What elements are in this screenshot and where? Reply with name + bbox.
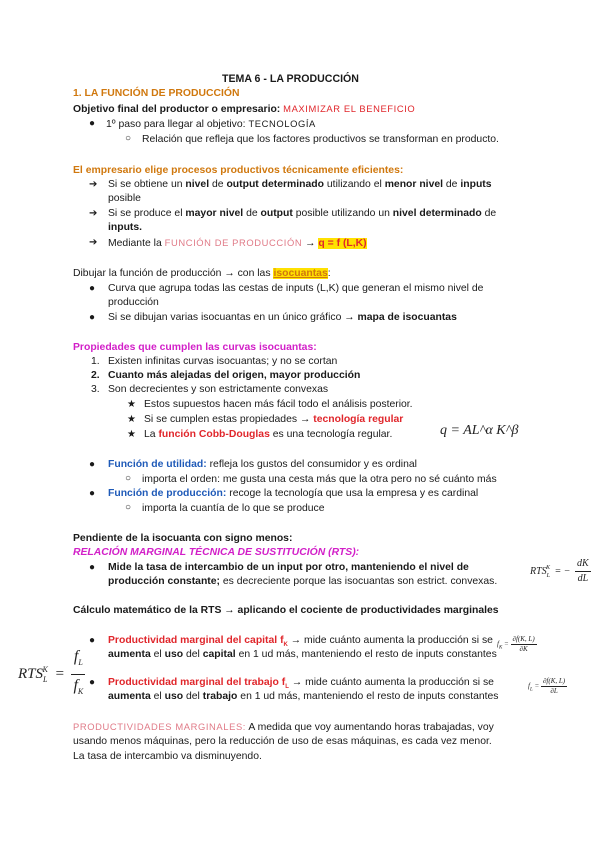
isoquant-map-line [108, 311, 457, 325]
text-b3: de [246, 208, 258, 219]
mp-labor-text: Productividad marginal del trabajo f [108, 677, 286, 688]
rts-definition: Mide la tasa de intercambio de un input por otro, manteniendo el nivel de [108, 562, 469, 573]
efficient-item-2 [108, 207, 496, 221]
l-rest: en 1 ud más, manteniendo el resto de inputs constantes [240, 691, 499, 702]
mp-labor-label [108, 677, 289, 691]
star-item-3-a: La [144, 429, 156, 440]
isoquant-map-bold: mapa de isocuantas [357, 312, 457, 323]
text-b6: nivel determinado [392, 208, 482, 219]
marginal-label: PRODUCTIVIDADES MARGINALES: [73, 721, 246, 732]
isoquants-prefix: Dibujar la función de producción → con las [73, 268, 271, 279]
k-capital: capital [202, 649, 236, 660]
text-b7: de [484, 208, 497, 219]
properties-heading: Propiedades que cumplen las curvas isocuantas: [73, 342, 317, 353]
bullet-dot-icon: ● [89, 488, 96, 499]
production-function-line [108, 487, 478, 501]
bullet-first-step [106, 117, 316, 132]
isoquants-word: isocuantas [273, 268, 328, 279]
first-step-prefix: 1º paso para llegar al objetivo: [106, 119, 246, 130]
mp-capital-sub: K [283, 642, 288, 649]
mp-labor-formula: $f_L$ = $\frac{\partial f(K, L)}{\partial L}$ [528, 677, 566, 695]
bullet-dot-icon: ● [89, 635, 96, 646]
utility-function-line [108, 458, 417, 472]
bullet-dot-icon: ● [89, 283, 96, 294]
text-a3: de [212, 179, 224, 190]
efficient-item-2-cont: inputs. [108, 222, 143, 233]
mp-capital-num: ∂f(K, L) [512, 635, 535, 643]
text-a6: menor nivel [384, 179, 444, 190]
bullet-dot-icon: ● [89, 459, 96, 470]
marginal-line-1 [73, 720, 494, 735]
l-del: del [185, 691, 200, 702]
objective-value: MAXIMIZAR EL BENEFICIO [283, 103, 416, 114]
l-uso: uso [164, 691, 184, 702]
marginal-line-3: La tasa de intercambio va disminuyendo. [73, 751, 262, 762]
k-el: el [153, 649, 162, 660]
star-item-1: Estos supuestos hacen más fácil todo el análisis posterior. [144, 399, 413, 410]
text-a4: output determinado [226, 179, 325, 190]
mp-capital-formula: $f_K$ = $\frac{\partial f(K, L)}{\partial K}$ [497, 635, 535, 653]
mp-labor-num: ∂f(K, L) [542, 677, 566, 685]
text-a7: de [445, 179, 458, 190]
circle-bullet-icon: ○ [125, 502, 132, 513]
isoquant-definition-cont: producción [108, 297, 159, 308]
rts-heading: Pendiente de la isocuanta con signo menos: [73, 533, 293, 544]
list-number: 2. [91, 370, 100, 381]
rts-formula: $RTS_L^K$ = − $\frac{dK}{dL}$ [530, 558, 589, 584]
star-bullet-icon: ★ [127, 429, 136, 440]
mp-capital-label [108, 635, 288, 649]
production-function-formula: q = f (L,K) [318, 238, 367, 249]
bullet-dot-icon: ● [89, 562, 96, 573]
text-c2: FUNCIÓN DE PRODUCCIÓN [164, 237, 303, 248]
star-item-3 [144, 428, 392, 442]
isoquant-definition: Curva que agrupa todas las cestas de inputs (L,K) que generan el mismo nivel de [108, 283, 484, 294]
big-rts-num: f [73, 648, 79, 665]
mp-capital-line-2 [108, 648, 497, 662]
list-number: 3. [91, 384, 100, 395]
text-a2: nivel [185, 179, 210, 190]
text-a8: inputs [460, 179, 492, 190]
rts-rest: es decreciente porque las isocuantas son estrict. convexas. [222, 576, 498, 587]
text-b1: Si se produce el [108, 208, 183, 219]
star-item-2 [144, 413, 403, 427]
star-bullet-icon: ★ [127, 414, 136, 425]
bullet-dot-icon: ● [89, 312, 96, 323]
mp-labor-den: ∂L [550, 687, 558, 695]
production-sub: importa la cuantía de lo que se produce [142, 503, 325, 514]
rts-definition-cont [108, 575, 497, 589]
mp-capital-text: Productividad marginal del capital f [108, 635, 284, 646]
regular-technology: tecnología regular [313, 414, 404, 425]
big-rts-fraction: $\frac{f_L}{f_K}$ [73, 648, 84, 697]
mp-capital-fraction [511, 635, 537, 654]
text-b4: output [260, 208, 293, 219]
l-el: el [153, 691, 162, 702]
big-rts-formula: $RTS_L^K$ = $\frac{f_L}{f_K}$ [18, 646, 85, 703]
text-a5: utilizando el [326, 179, 382, 190]
text-b8: inputs [108, 222, 140, 233]
l-aumenta: aumenta [108, 691, 151, 702]
big-rts-den: f [73, 677, 78, 695]
k-rest: en 1 ud más, manteniendo el resto de inputs constantes [238, 649, 497, 660]
rts-subheading: RELACIÓN MARGINAL TÉCNICA DE SUSTITUCIÓN (RTS): [73, 547, 360, 558]
property-3: Son decrecientes y son estrictamente convexas [108, 384, 329, 395]
page-title: TEMA 6 - LA PRODUCCIÓN [222, 73, 359, 85]
first-step-value: TECNOLOGÍA [248, 118, 316, 129]
circle-bullet-icon: ○ [125, 133, 132, 144]
property-1: Existen infinitas curvas isocuantas; y no se cortan [108, 356, 338, 367]
production-function-label: Función de producción: [108, 488, 227, 499]
text-b2: mayor nivel [185, 208, 244, 219]
efficient-item-1 [108, 178, 492, 192]
mp-capital-rest: → mide cuánto aumenta la producción si se [290, 635, 493, 646]
objective-line [73, 102, 415, 117]
bullet-dot-icon: ● [89, 677, 96, 688]
cobb-douglas: función Cobb-Douglas [158, 429, 270, 440]
k-del: del [185, 649, 200, 660]
mp-labor-sub: L [285, 684, 289, 691]
isoquant-map-prefix: Si se dibujan varias isocuantas en un único gráfico → [108, 312, 355, 323]
arrow-bullet-icon: ➔ [89, 179, 98, 190]
section-heading-production-function: 1. LA FUNCIÓN DE PRODUCCIÓN [73, 88, 240, 99]
utility-function-text: refleja los gustos del consumidor y es ordinal [209, 459, 417, 470]
circle-bullet-icon: ○ [125, 473, 132, 484]
sub-bullet-relation: Relación que refleja que los factores productivos se transforman en producto. [142, 134, 499, 145]
k-uso: uso [164, 649, 184, 660]
star-item-3-b: es una tecnología regular. [272, 429, 393, 440]
text-c1: Mediante la [108, 238, 162, 249]
k-aumenta: aumenta [108, 649, 151, 660]
production-function-text: recoge la tecnología que usa la empresa y es cardinal [229, 488, 479, 499]
utility-function-label: Función de utilidad: [108, 459, 207, 470]
efficient-heading: El empresario elige procesos productivos técnicamente eficientes: [73, 165, 404, 176]
star-bullet-icon: ★ [127, 399, 136, 410]
efficient-item-1-cont: posible [108, 193, 141, 204]
utility-sub: importa el orden: me gusta una cesta más que la otra pero no sé cuánto más [142, 474, 497, 485]
rts-constant: producción constante; [108, 576, 220, 587]
isoquants-colon: : [327, 268, 331, 279]
rts-fraction [575, 557, 591, 586]
text-b5: posible utilizando un [295, 208, 390, 219]
list-number: 1. [91, 356, 100, 367]
marginal-text-1: A medida que voy aumentando horas trabajadas, voy [248, 722, 494, 733]
rts-formula-lhs: RTS [530, 565, 547, 577]
objective-label: Objetivo final del productor o empresario: [73, 104, 281, 115]
arrow-bullet-icon: ➔ [89, 237, 98, 248]
text-a1: Si se obtiene un [108, 179, 183, 190]
cobb-douglas-formula: q = AL^α K^β [440, 423, 519, 438]
calc-heading: Cálculo matemático de la RTS → aplicando el cociente de productividades marginales [73, 605, 499, 616]
text-c3: → [305, 238, 316, 249]
rts-den: dL [577, 573, 589, 584]
property-2: Cuanto más alejadas del origen, mayor producción [108, 370, 361, 381]
marginal-line-2: usando menos máquinas, pero la reducción de uso de esas máquinas, es cada vez menor. [73, 736, 492, 747]
isoquants-intro [73, 267, 331, 281]
mp-labor-rest: → mide cuánto aumenta la producción si se [291, 677, 494, 688]
mp-labor-fraction [541, 677, 567, 696]
arrow-bullet-icon: ➔ [89, 208, 98, 219]
bullet-dot-icon: ● [89, 118, 96, 129]
mp-labor-line-2 [108, 690, 499, 704]
rts-num: dK [575, 557, 591, 572]
star-item-2-prefix: Si se cumplen estas propiedades → [144, 414, 311, 425]
l-trabajo: trabajo [202, 691, 238, 702]
efficient-item-3 [108, 236, 367, 251]
big-rts-lhs: RTS [18, 666, 44, 683]
mp-capital-den: ∂K [519, 645, 528, 653]
